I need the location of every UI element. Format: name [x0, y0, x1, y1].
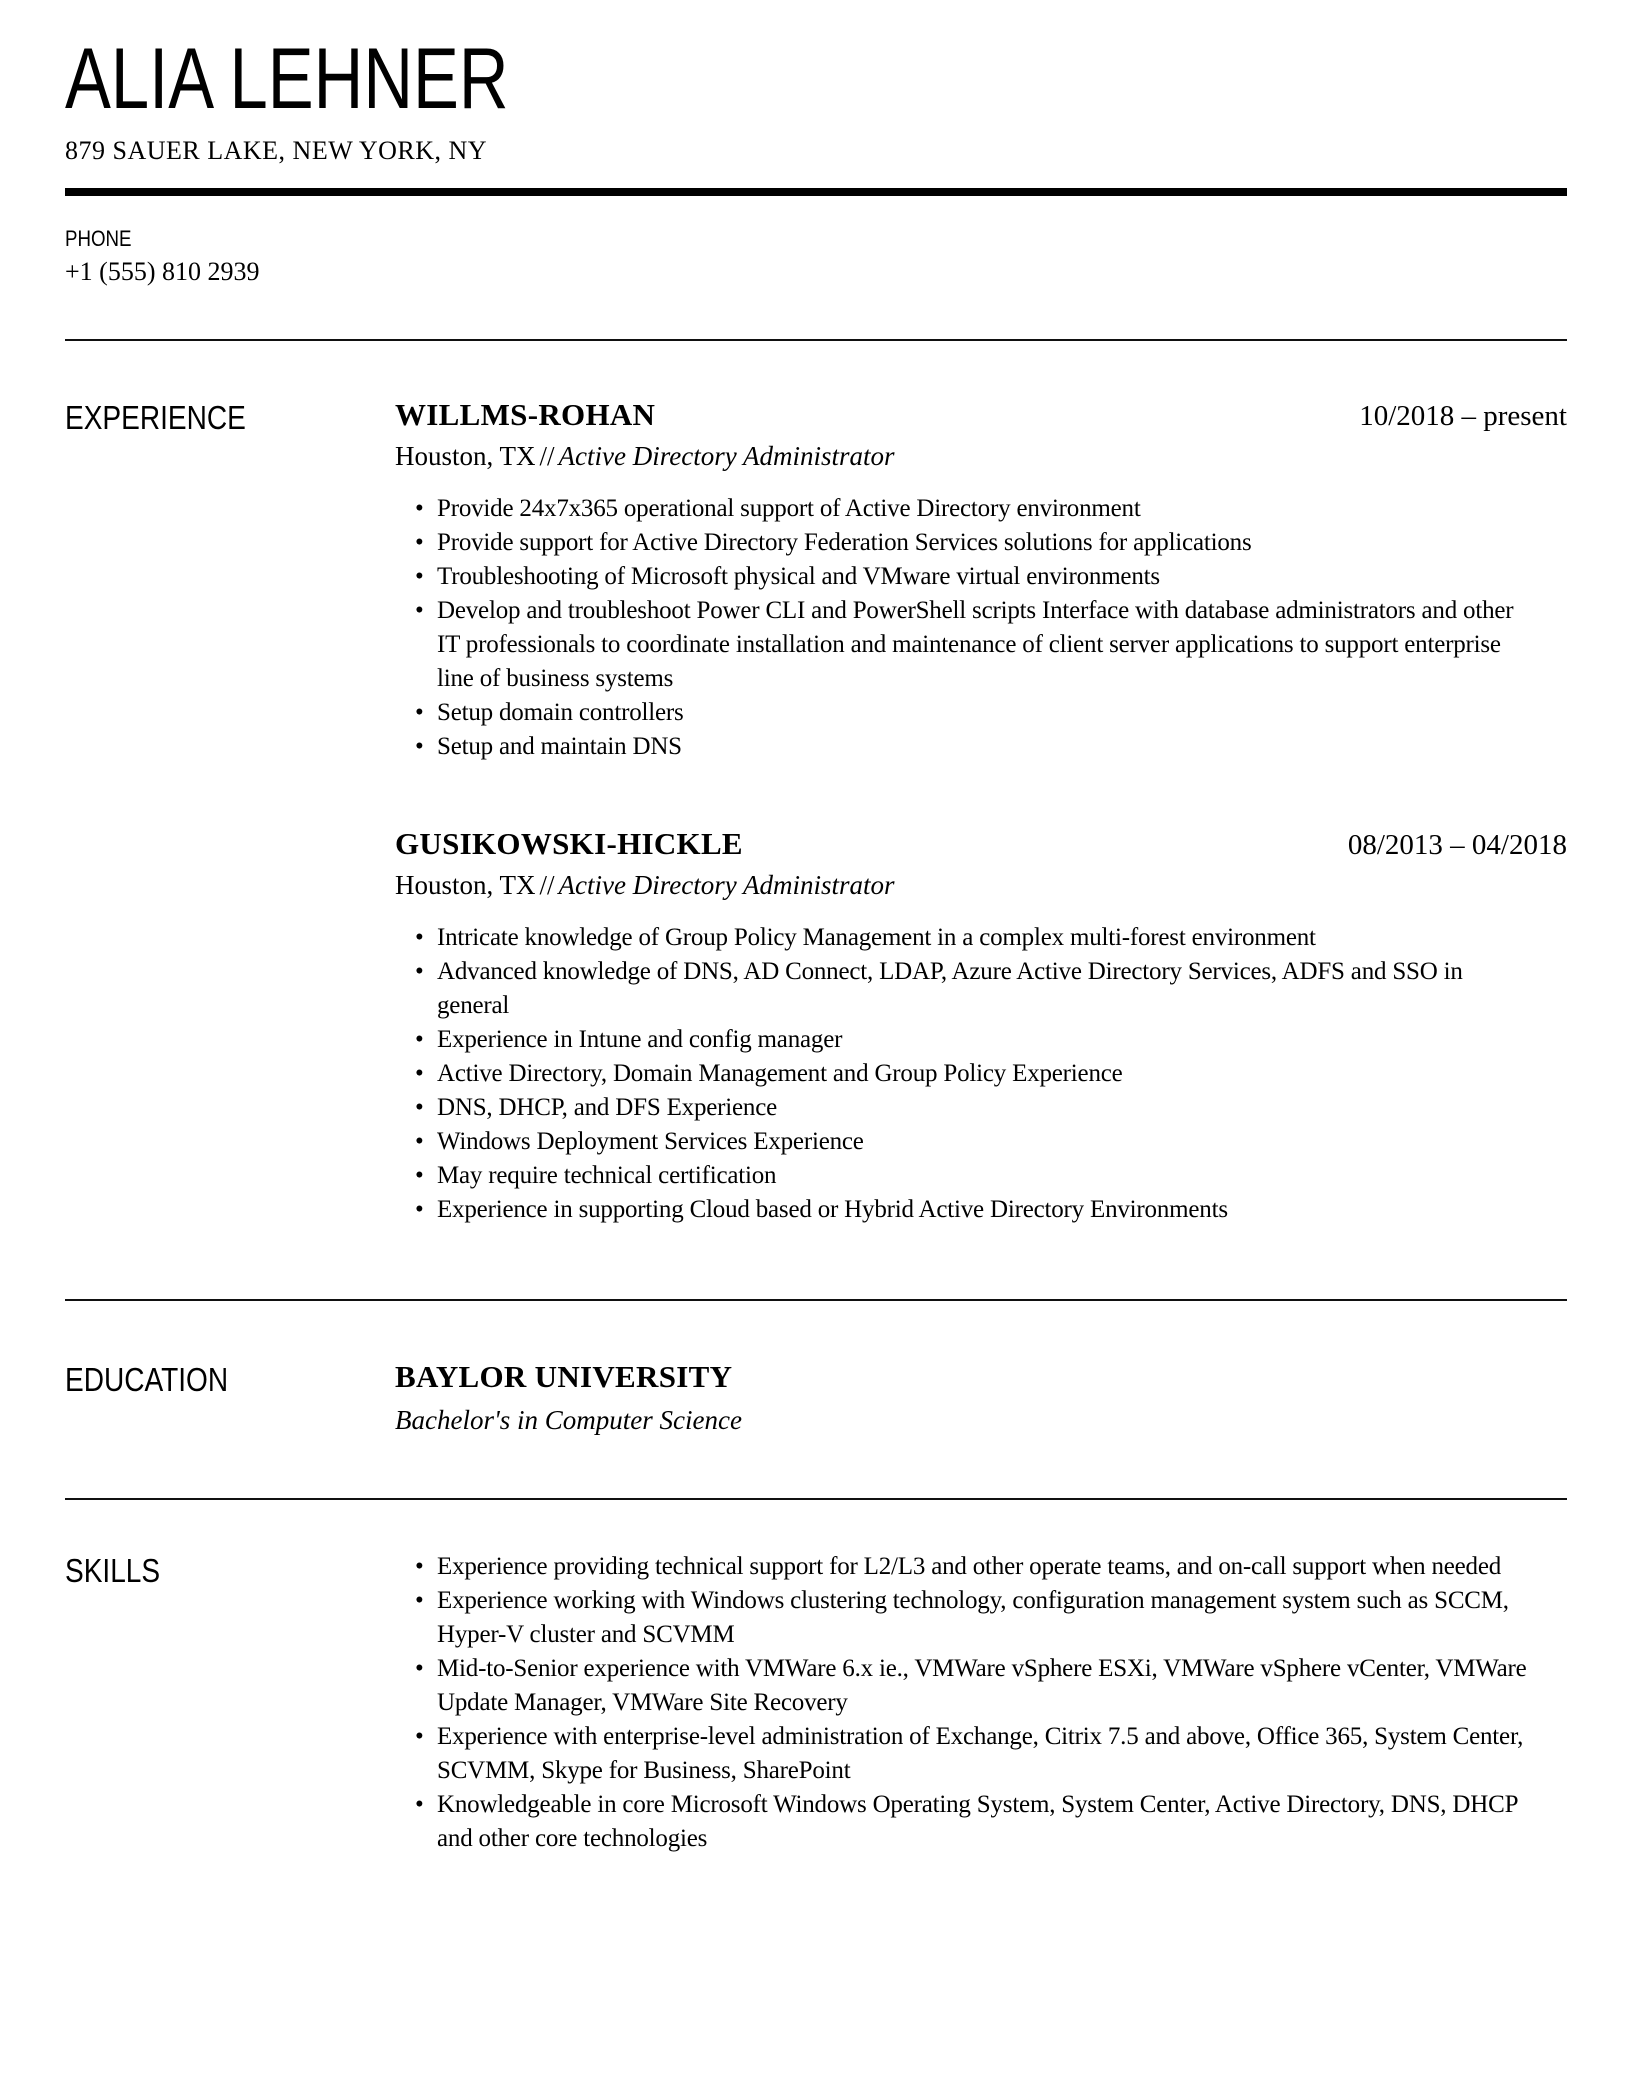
- job-location: Houston, TX: [395, 870, 536, 901]
- bullet-item: • May require technical certification: [437, 1159, 1537, 1193]
- header-divider-bar: [65, 188, 1567, 196]
- company-name: WILLMS-ROHAN: [395, 397, 656, 433]
- bullet-item: • Troubleshooting of Microsoft physical and VMware virtual environments: [437, 560, 1537, 594]
- skills-section: [65, 1550, 1567, 1856]
- address-line: 879 SAUER LAKE, NEW YORK, NY: [65, 136, 488, 166]
- job-dates: 10/2018 – present: [1359, 400, 1567, 433]
- bullet-item: • Mid-to-Senior experience with VMWare 6.x ie., VMWare vSphere ESXi, VMWare vSphere vCenter, VMWare Update Manager, VMWare Site Recovery: [437, 1652, 1537, 1720]
- degree-name: Bachelor's in Computer Science: [395, 1405, 742, 1436]
- company-name: GUSIKOWSKI-HICKLE: [395, 826, 743, 862]
- bullet-item: • DNS, DHCP, and DFS Experience: [437, 1091, 1537, 1125]
- job-bullet-list: [395, 921, 1537, 1227]
- bullet-item: • Active Directory, Domain Management and Group Policy Experience: [437, 1057, 1537, 1091]
- bullet-item: • Knowledgeable in core Microsoft Windows Operating System, System Center, Active Directory, DNS, DHCP and other core technologies: [437, 1788, 1537, 1856]
- section-rule: [65, 1498, 1567, 1500]
- phone-label: PHONE: [65, 226, 132, 252]
- experience-section: [65, 397, 1567, 1227]
- section-rule: [65, 339, 1567, 341]
- job-role: Active Directory Administrator: [558, 441, 895, 472]
- bullet-item: • Setup and maintain DNS: [437, 730, 1537, 764]
- bullet-item: • Windows Deployment Services Experience: [437, 1125, 1537, 1159]
- experience-content: [395, 397, 1567, 1227]
- job-subtitle: [395, 441, 1567, 472]
- section-rule: [65, 1299, 1567, 1301]
- skills-content: [395, 1550, 1567, 1856]
- bullet-item: • Experience with enterprise-level administration of Exchange, Citrix 7.5 and above, Office 365, System Center, SCVMM, Skype for Business, SharePoint: [437, 1720, 1537, 1788]
- job-separator: //: [539, 441, 555, 472]
- job-separator: //: [539, 870, 555, 901]
- bullet-item: • Provide 24x7x365 operational support of Active Directory environment: [437, 492, 1537, 526]
- job-dates: 08/2013 – 04/2018: [1347, 829, 1567, 862]
- job-role: Active Directory Administrator: [558, 870, 895, 901]
- school-name: BAYLOR UNIVERSITY: [395, 1359, 733, 1395]
- bullet-item: • Advanced knowledge of DNS, AD Connect, LDAP, Azure Active Directory Services, ADFS and SSO in general: [437, 955, 1537, 1023]
- bullet-item: • Experience working with Windows clustering technology, configuration management system such as SCCM, Hyper-V cluster and SCVMM: [437, 1584, 1537, 1652]
- bullet-item: • Intricate knowledge of Group Policy Management in a complex multi-forest environment: [437, 921, 1537, 955]
- bullet-item: • Experience in supporting Cloud based or Hybrid Active Directory Environments: [437, 1193, 1537, 1227]
- bullet-item: • Setup domain controllers: [437, 696, 1537, 730]
- job-bullet-list: [395, 492, 1537, 764]
- bullet-item: • Experience in Intune and config manager: [437, 1023, 1537, 1057]
- education-section-label: EDUCATION: [65, 1361, 229, 1399]
- job-location: Houston, TX: [395, 441, 536, 472]
- bullet-item: • Develop and troubleshoot Power CLI and PowerShell scripts Interface with database administrators and other IT professionals to coordinate installation and maintenance of client server applications to support enterprise line of business systems: [437, 594, 1537, 696]
- job-entry: [395, 826, 1567, 1227]
- page-title: ALIA LEHNER: [65, 31, 509, 127]
- job-header: [395, 826, 1567, 862]
- education-content: [395, 1359, 1567, 1436]
- experience-section-label: EXPERIENCE: [65, 399, 246, 437]
- contact-block: [65, 226, 1567, 287]
- job-entry: [395, 397, 1567, 764]
- skills-bullet-list: [395, 1550, 1537, 1856]
- bullet-item: • Experience providing technical support for L2/L3 and other operate teams, and on-call support when needed: [437, 1550, 1537, 1584]
- education-section: [65, 1359, 1567, 1436]
- skills-section-label: SKILLS: [65, 1552, 161, 1590]
- bullet-item: • Provide support for Active Directory Federation Services solutions for applications: [437, 526, 1537, 560]
- job-header: [395, 397, 1567, 433]
- job-subtitle: [395, 870, 1567, 901]
- phone-value: +1 (555) 810 2939: [65, 257, 260, 287]
